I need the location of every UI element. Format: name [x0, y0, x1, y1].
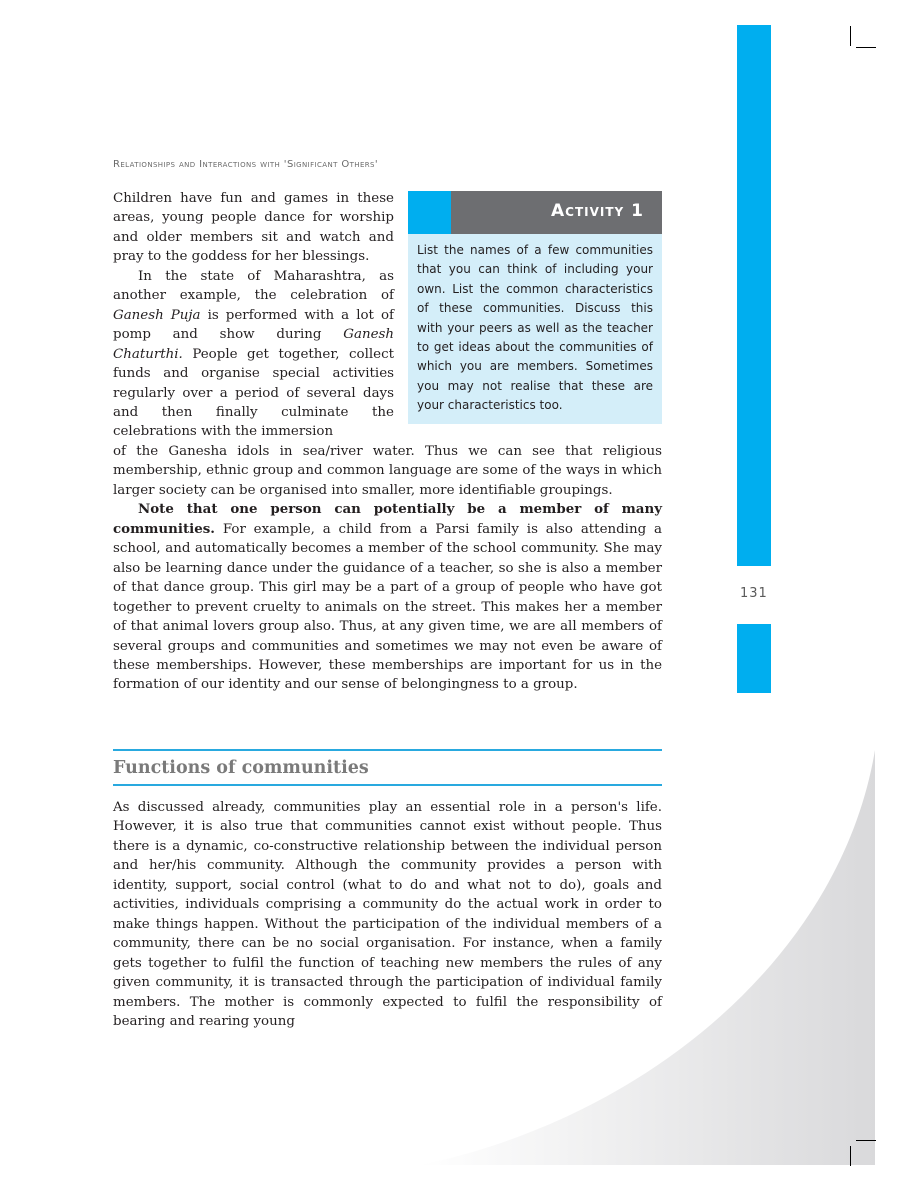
activity-text: List the names of a few communities that you can think of including your own. List the common characteristics of these communities. Discuss this with your peers as well as the teacher to get ideas about the communities of which you are members. Sometimes you may not realise that these are your characteristics too. [417, 243, 653, 413]
running-head: Relationships and Interactions with 'Significant Others' [113, 159, 379, 170]
activity-box [408, 191, 662, 424]
ganesh-puja-term: Ganesh Puja [113, 307, 201, 323]
page-number: 131 [740, 586, 768, 601]
side-bar-upper [737, 25, 771, 566]
note-bold: Note that one person can potentially be a member of many communities. [113, 501, 662, 537]
side-bar-lower [737, 624, 771, 693]
section-title: Functions of communities [113, 758, 369, 778]
activity-title: Activity 1 [551, 201, 644, 221]
section-rule-top [113, 749, 662, 751]
crop-mark-top [850, 26, 851, 46]
full-column [113, 442, 662, 695]
narrow-column [113, 189, 394, 442]
activity-header [408, 191, 662, 234]
section-rule-bottom [113, 784, 662, 786]
ganesh-chaturthi-term: Ganesh Chaturthi. [113, 327, 394, 362]
paragraph-2-end: of the Ganesha idols in sea/river water. Thus we can see that religious membership, ethnic group and common language are some of the ways in which larger society can be organised into smaller, more identifiable groupings. [113, 444, 662, 498]
paragraph-4: As discussed already, communities play an essential role in a person's life. However, it is also true that communities cannot exist without people. Thus there is a dynamic, co-constructive relationship between the individual person and her/his community. Although the community provides a person with identity, support, social control (what to do and what not to do), goals and activities, individuals comprising a community do the actual work in order to make things happen. Without the participation of the individual members of a community, there can be no social organisation. For instance, when a family gets together to fulfil the function of teaching new members the rules of any given community, it is transacted through the participation of individual family members. The mother is commonly expected to fulfil the responsibility of bearing and rearing young [113, 800, 662, 1029]
crop-mark-bottom [850, 1146, 851, 1166]
crop-mark-top-h [856, 47, 876, 48]
crop-mark-bottom-h [856, 1140, 876, 1141]
paragraph-3: Note that one person can potentially be a member of many communities. For example, a child from a Parsi family is also attending a school, and automatically becomes a member of the school community. She may also be learning dance under the guidance of a teacher, so she is also a member of that dance group. This girl may be a part of a group of people who have got together to prevent cruelty to animals on the street. This makes her a member of that animal lovers group also. Thus, at any given time, we are all members of several groups and communities and sometimes we may not even be aware of these memberships. However, these memberships are important for us in the formation of our identity and our sense of belongingness to a group. [113, 501, 662, 693]
section-body [113, 798, 662, 1031]
paragraph-1: Children have fun and games in these areas, young people dance for worship and older members sit and watch and pray to the goddess for her blessings. [113, 191, 394, 265]
paragraph-2-start: In the state of Maharashtra, as another example, the celebration of Ganesh Puja is performed with a lot of pomp and show during Ganesh Chaturthi. People get together, collect funds and organise special activities regularly over a period of several days and then finally culminate the celebrations with the immersion [113, 268, 394, 440]
activity-accent-square [408, 191, 451, 234]
